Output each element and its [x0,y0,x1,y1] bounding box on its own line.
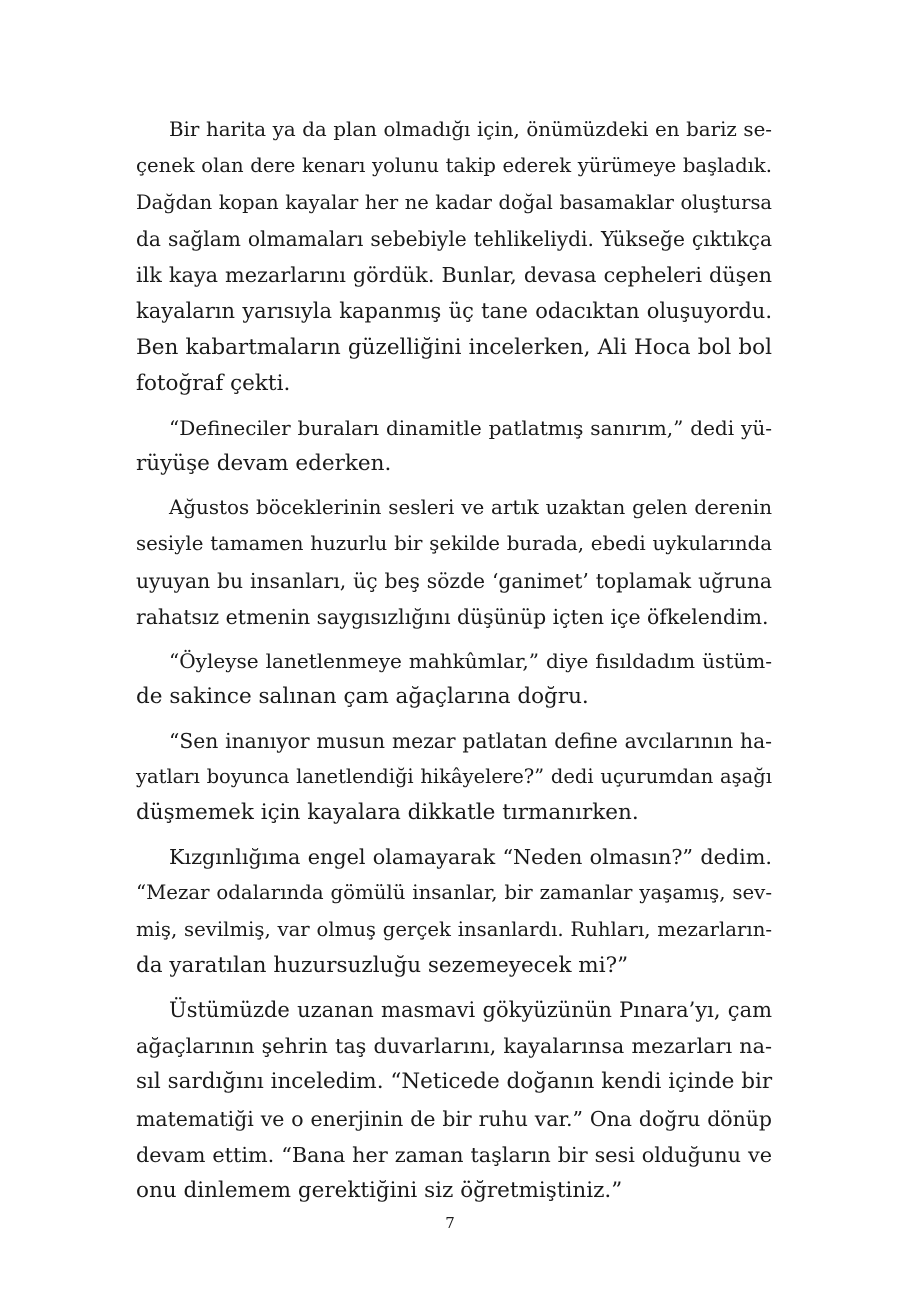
text-line: da sağlam olmamaları sebebiyle tehlikeliydi. Yükseğe çıktıkça [136,226,772,251]
text-line: Ben kabartmaların güzelliğini incelerken, Ali Hoca bol bol [136,334,772,360]
page-number: 7 [445,1214,455,1232]
paragraph [136,643,772,716]
paragraph [136,490,772,635]
paragraph [136,723,772,832]
text-line: da yaratılan huzursuzluğu sezemeyecek mi?” [136,953,629,979]
text-line: “Mezar odalarında gömülü insanlar, bir zamanlar yaşamış, sev- [136,881,772,905]
text-line: düşmemek için kayalara dikkatle tırmanırken. [136,800,639,826]
text-line: devam ettim. “Bana her zaman taşların bir sesi olduğunu ve [136,1143,772,1168]
paragraph [136,410,772,483]
text-line: sesiyle tamamen huzurlu bir şekilde burada, ebedi uykularında [136,532,772,556]
text-line: “Öyleyse lanetlenmeye mahkûmlar,” diye fısıldadım üstüm- [169,648,772,673]
text-line: Bir harita ya da plan olmadığı için, önümüzdeki en bariz se- [169,118,772,141]
text-line: Ağustos böceklerinin sesleri ve artık uzaktan gelen derenin [169,495,772,519]
text-line: kayaların yarısıyla kapanmış üç tane odacıktan oluşuyordu. [136,299,772,324]
paragraph [136,839,772,984]
text-line: çenek olan dere kenarı yolunu takip ederek yürümeye başladık. [136,154,772,178]
text-line: miş, sevilmiş, var olmuş gerçek insanlardı. Ruhları, mezarların- [136,917,772,941]
text-line: fotoğraf çekti. [136,371,291,397]
text-line: yatları boyunca lanetlendiği hikâyelere?” dedi uçurumdan aşağı [136,765,772,789]
text-line: uyuyan bu insanları, üç beş sözde ‘ganimet’ toplamak uğruna [136,568,772,593]
text-line: matematiği ve o enerjinin de bir ruhu var.” Ona doğru dönüp [136,1106,772,1131]
text-line: onu dinlemem gerektiğini siz öğretmiştiniz.” [136,1178,623,1204]
text-line: “Sen inanıyor musun mezar patlatan define avcılarının ha- [169,728,772,753]
text-line: Üstümüzde uzanan masmavi gökyüzünün Pınara’yı, çam [169,997,772,1022]
body-text [136,112,772,1217]
text-line: rüyüşe devam ederken. [136,451,392,477]
paragraph [136,992,772,1210]
text-line: ağaçlarının şehrin taş duvarlarını, kayalarınsa mezarları na- [136,1034,772,1059]
text-line: Kızgınlığıma engel olamayarak “Neden olmasın?” dedim. [169,845,772,870]
paragraph [136,112,772,402]
text-line: de sakince salınan çam ağaçlarına doğru. [136,683,589,709]
text-line: “Defineciler buraları dinamitle patlatmış sanırım,” dedi yü- [169,415,772,440]
text-line: rahatsız etmenin saygısızlığını düşünüp içten içe öfkelendim. [136,604,769,629]
text-line: sıl sardığını inceledim. “Neticede doğanın kendi içinde bir [136,1069,773,1095]
text-line: ilk kaya mezarlarını gördük. Bunlar, devasa cepheleri düşen [136,263,772,288]
text-line: Dağdan kopan kayalar her ne kadar doğal basamaklar oluştursa [136,190,772,214]
